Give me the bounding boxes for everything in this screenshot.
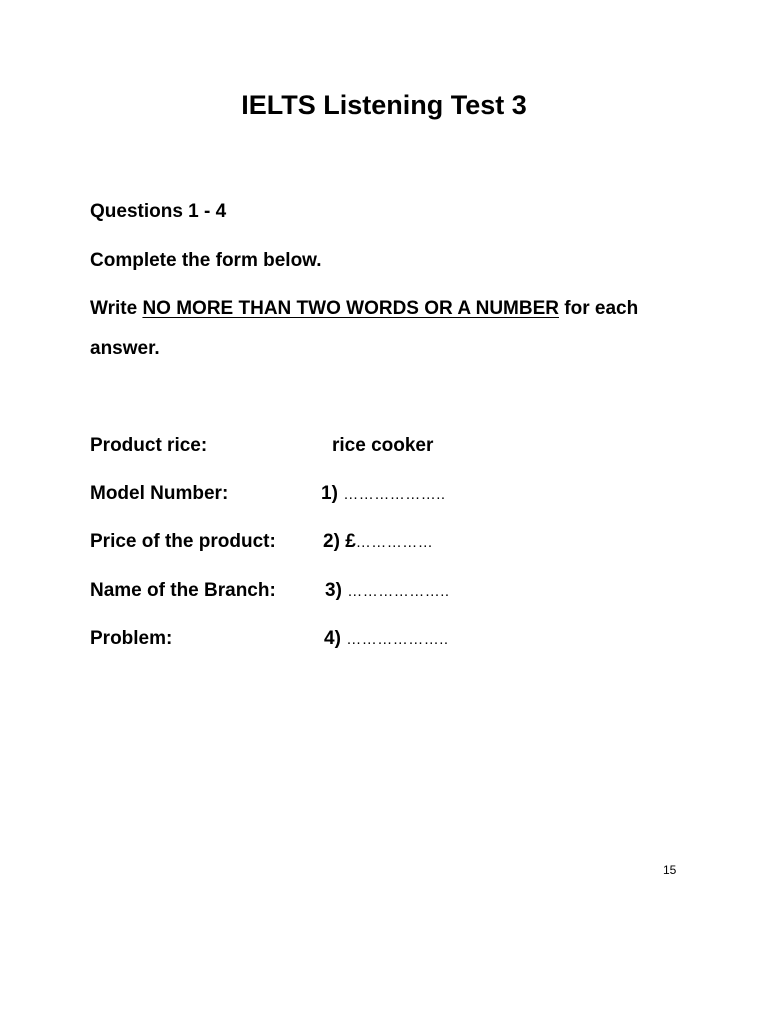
instruction-write-continuation: answer. (90, 338, 160, 359)
form-row-product (90, 432, 690, 460)
question-number: 4) (324, 628, 341, 649)
answer-blank: …………… (355, 534, 434, 551)
question-number: 1) (321, 483, 338, 504)
instruction-complete: Complete the form below. (90, 250, 322, 271)
form-row-label: Name of the Branch: (90, 580, 276, 601)
form-row-price (90, 528, 690, 556)
form-row-label: Product rice: (90, 435, 208, 456)
form-row-label: Problem: (90, 628, 173, 649)
questions-heading: Questions 1 - 4 (90, 201, 227, 222)
form-row-label: Price of the product: (90, 531, 276, 552)
question-number: 2) (323, 531, 340, 552)
form-row-answer (321, 480, 446, 509)
page-title: IELTS Listening Test 3 (241, 90, 527, 120)
answer-blank: ……………….. (346, 631, 449, 648)
instruction-write (90, 295, 638, 323)
form-row-answer (325, 577, 450, 606)
form-row-model-number (90, 480, 690, 508)
currency-prefix: £ (345, 531, 356, 552)
form-row-label: Model Number: (90, 483, 229, 504)
question-number: 3) (325, 580, 342, 601)
instruction-write-prefix: Write (90, 298, 143, 319)
form-row-answer (324, 625, 449, 654)
form-row-value: rice cooker (332, 435, 434, 456)
form-row-problem (90, 625, 690, 653)
instruction-write-emphasis: NO MORE THAN TWO WORDS OR A NUMBER (142, 298, 559, 319)
form-row-branch (90, 577, 690, 605)
answer-blank: ……………….. (347, 583, 450, 600)
form-row-answer (323, 528, 433, 557)
instruction-write-suffix: for each (559, 298, 639, 319)
page-number: 15 (663, 863, 677, 877)
answer-blank: ……………….. (343, 486, 446, 503)
